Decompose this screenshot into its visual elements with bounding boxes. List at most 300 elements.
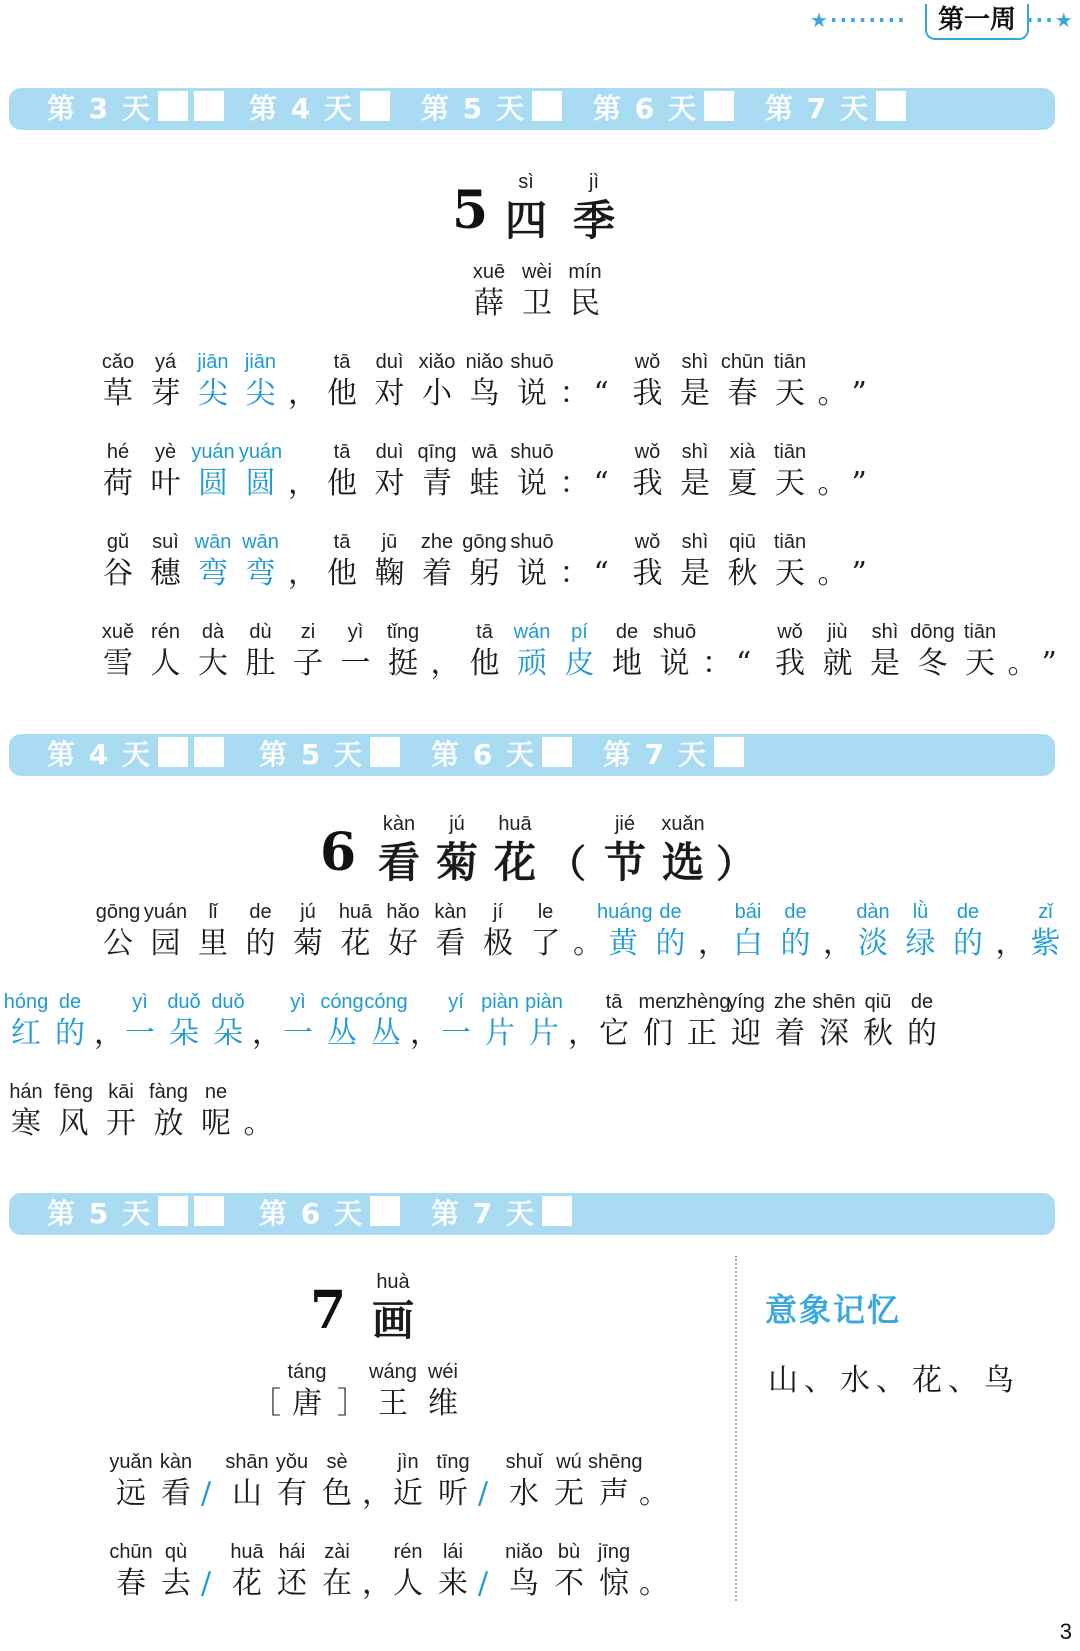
hanzi: 我 bbox=[632, 466, 663, 501]
pinyin: cóng bbox=[364, 991, 408, 1013]
pinyin: xià bbox=[729, 441, 756, 463]
week-tag bbox=[925, 4, 1029, 40]
punctuation: （ bbox=[548, 841, 587, 886]
pinyin: wǒ bbox=[634, 441, 661, 463]
pinyin: qù bbox=[164, 1541, 188, 1563]
pinyin: pí bbox=[571, 621, 588, 643]
pinyin: dù bbox=[249, 621, 272, 643]
hanzi: 好 bbox=[388, 926, 418, 961]
checkbox[interactable] bbox=[532, 91, 562, 121]
pinyin: lǐ bbox=[208, 901, 218, 923]
pinyin: yuán bbox=[143, 901, 188, 923]
punctuation: 。 bbox=[639, 1476, 669, 1511]
ruby-char bbox=[235, 530, 287, 592]
pinyin: de bbox=[659, 901, 682, 923]
hanzi: 红 bbox=[11, 1016, 41, 1051]
hanzi: 尖 bbox=[245, 376, 276, 411]
ruby-char bbox=[235, 350, 287, 412]
hanzi: 说 bbox=[517, 466, 547, 501]
hanzi: 皮 bbox=[564, 646, 595, 681]
pinyin: sì bbox=[518, 171, 534, 193]
ruby-char bbox=[282, 900, 334, 962]
punctuation: ， bbox=[362, 1476, 392, 1511]
hanzi: 是 bbox=[680, 556, 710, 591]
punctuation: ， bbox=[362, 1566, 392, 1601]
ruby-char bbox=[316, 440, 368, 502]
pinyin: wèi bbox=[521, 261, 552, 283]
hanzi: 肚 bbox=[245, 646, 276, 681]
hanzi: 呢 bbox=[201, 1106, 231, 1141]
hanzi: 的 bbox=[655, 926, 686, 961]
hanzi: 来 bbox=[438, 1566, 468, 1601]
hanzi: 一 bbox=[340, 646, 371, 681]
checkbox[interactable] bbox=[542, 737, 572, 767]
pinyin: de bbox=[784, 901, 807, 923]
pinyin: duǒ bbox=[167, 991, 201, 1013]
hanzi: 公 bbox=[103, 926, 133, 961]
pinyin: dà bbox=[201, 621, 225, 643]
ruby-char bbox=[367, 1360, 419, 1422]
pinyin: wéi bbox=[427, 1361, 458, 1383]
pinyin: yí bbox=[448, 991, 464, 1013]
pinyin: huā bbox=[338, 901, 373, 923]
checkbox[interactable] bbox=[158, 737, 188, 767]
pinyin: xuě bbox=[101, 621, 135, 643]
hanzi: 顽 bbox=[517, 646, 547, 681]
ruby-char bbox=[459, 440, 511, 502]
hanzi: 不 bbox=[554, 1566, 584, 1601]
pinyin: yè bbox=[154, 441, 177, 463]
ruby-char bbox=[764, 350, 816, 412]
punctuation: / bbox=[201, 1566, 212, 1601]
ruby-char bbox=[717, 440, 769, 502]
ruby-char bbox=[717, 350, 769, 412]
ruby-char bbox=[518, 990, 570, 1052]
punctuation: ） bbox=[716, 841, 755, 886]
punctuation: “ bbox=[593, 556, 609, 591]
hanzi: 们 bbox=[643, 1016, 673, 1051]
ruby-char bbox=[954, 620, 1006, 682]
checkbox[interactable] bbox=[542, 1196, 572, 1226]
punctuation: 。 bbox=[817, 556, 848, 591]
day-label: 第 4 天 bbox=[249, 92, 354, 125]
memory-text: 山、水、花、鸟 bbox=[768, 1363, 1020, 1398]
pinyin: jīng bbox=[597, 1541, 631, 1563]
pinyin: duì bbox=[375, 351, 404, 373]
hanzi: 丛 bbox=[327, 1016, 357, 1051]
day-checkbox-group[interactable] bbox=[47, 1196, 224, 1232]
punctuation: ： bbox=[702, 646, 732, 681]
hanzi: 天 bbox=[965, 646, 995, 681]
hanzi: 他 bbox=[327, 466, 357, 501]
ruby-char bbox=[95, 1080, 147, 1142]
punctuation: / bbox=[478, 1566, 489, 1601]
pinyin: duì bbox=[375, 441, 404, 463]
pinyin: kàn bbox=[434, 901, 467, 923]
hanzi: 他 bbox=[469, 646, 500, 681]
punctuation: ， bbox=[568, 1016, 598, 1051]
pinyin: de bbox=[58, 991, 82, 1013]
pinyin: xuǎn bbox=[661, 813, 705, 835]
checkbox[interactable] bbox=[194, 1196, 224, 1226]
pinyin: wǒ bbox=[777, 621, 803, 643]
checkbox[interactable] bbox=[714, 737, 744, 767]
ruby-char bbox=[44, 990, 96, 1052]
checkbox[interactable] bbox=[876, 91, 906, 121]
punctuation: ， bbox=[252, 1016, 282, 1051]
day-label: 第 7 天 bbox=[765, 92, 870, 125]
pinyin: chūn bbox=[109, 1541, 153, 1563]
punctuation: ， bbox=[94, 1016, 124, 1051]
ruby-char bbox=[364, 440, 416, 502]
hanzi: 在 bbox=[322, 1566, 352, 1601]
hanzi: 秋 bbox=[727, 556, 758, 591]
day-checkbox-group[interactable] bbox=[249, 91, 390, 127]
pinyin: tā bbox=[605, 991, 623, 1013]
day-checkbox-group[interactable] bbox=[259, 737, 400, 773]
hanzi: 一 bbox=[441, 1016, 471, 1051]
hanzi: 绿 bbox=[905, 926, 936, 961]
hanzi: 我 bbox=[632, 556, 663, 591]
pinyin: yǒu bbox=[275, 1451, 309, 1473]
pinyin: bái bbox=[734, 901, 762, 923]
ruby-char bbox=[311, 1450, 363, 1512]
hanzi: 民 bbox=[570, 286, 600, 321]
punctuation: 。 bbox=[817, 376, 848, 411]
ruby-char bbox=[190, 1080, 242, 1142]
day-checkbox-group[interactable] bbox=[431, 737, 572, 773]
hanzi: 看 bbox=[377, 838, 420, 887]
hanzi: 了 bbox=[530, 926, 561, 961]
punctuation: ： bbox=[559, 466, 590, 501]
pinyin: yuán bbox=[238, 441, 283, 463]
hanzi: 里 bbox=[198, 926, 228, 961]
punctuation: ， bbox=[995, 926, 1026, 961]
ruby-char bbox=[368, 812, 430, 888]
hanzi: 紫 bbox=[1030, 926, 1061, 961]
hanzi: 花 bbox=[232, 1566, 262, 1601]
checkbox[interactable] bbox=[158, 1196, 188, 1226]
day-checkbox-group[interactable] bbox=[47, 91, 224, 127]
ruby-char bbox=[187, 900, 239, 962]
hanzi: 我 bbox=[775, 646, 805, 681]
pinyin: de bbox=[910, 991, 934, 1013]
ruby-char bbox=[770, 900, 822, 962]
ruby-char bbox=[472, 900, 524, 962]
pinyin: ne bbox=[204, 1081, 228, 1103]
pinyin: wā bbox=[471, 441, 498, 463]
ruby-char bbox=[847, 900, 899, 962]
pinyin: kàn bbox=[159, 1451, 193, 1473]
punctuation: ， bbox=[288, 376, 318, 411]
punctuation: 。 bbox=[573, 926, 603, 961]
hanzi: 无 bbox=[554, 1476, 584, 1511]
page-header bbox=[0, 0, 1080, 60]
ruby-char bbox=[563, 170, 625, 246]
hanzi: 寒 bbox=[11, 1106, 41, 1141]
hanzi: 弯 bbox=[245, 556, 276, 591]
checkbox[interactable] bbox=[370, 737, 400, 767]
punctuation: ， bbox=[288, 466, 318, 501]
ruby-char bbox=[764, 620, 816, 682]
ruby-char bbox=[187, 440, 239, 502]
ruby-char bbox=[92, 440, 144, 502]
pinyin: duǒ bbox=[211, 991, 245, 1013]
punctuation: 。 bbox=[639, 1566, 669, 1601]
hanzi: 的 bbox=[907, 1016, 937, 1051]
hanzi: 看 bbox=[435, 926, 466, 961]
pinyin: gōng bbox=[462, 531, 507, 553]
checkbox[interactable] bbox=[370, 1196, 400, 1226]
day-bar-3 bbox=[9, 1193, 1055, 1235]
pinyin: huáng bbox=[597, 901, 653, 923]
pinyin: rén bbox=[393, 1541, 423, 1563]
hanzi: 花 bbox=[340, 926, 371, 961]
hanzi: 卫 bbox=[522, 286, 552, 321]
hanzi: 选 bbox=[661, 838, 704, 887]
day-checkbox-group[interactable] bbox=[47, 737, 224, 773]
checkbox[interactable] bbox=[194, 91, 224, 121]
ruby-char bbox=[622, 350, 674, 412]
hanzi: 是 bbox=[870, 646, 900, 681]
hanzi: 的 bbox=[55, 1016, 85, 1051]
pinyin: wú bbox=[556, 1451, 582, 1473]
ruby-char bbox=[597, 900, 653, 962]
ruby-char bbox=[411, 530, 463, 592]
pinyin: kàn bbox=[382, 813, 416, 835]
hanzi: 放 bbox=[153, 1106, 184, 1141]
punctuation: “ bbox=[593, 466, 609, 501]
punctuation: ” bbox=[851, 466, 867, 501]
hanzi: 菊 bbox=[435, 838, 478, 887]
day-checkbox-group[interactable] bbox=[603, 737, 744, 773]
page-number: 3 bbox=[1059, 1619, 1072, 1644]
hanzi: 春 bbox=[727, 376, 758, 411]
ruby-char bbox=[364, 530, 416, 592]
day-checkbox-group[interactable] bbox=[259, 1196, 400, 1232]
checkbox[interactable] bbox=[194, 737, 224, 767]
ruby-char bbox=[92, 620, 144, 682]
day-checkbox-group[interactable] bbox=[431, 1196, 572, 1232]
pinyin: shì bbox=[681, 351, 709, 373]
ruby-char bbox=[722, 900, 774, 962]
hanzi: 弯 bbox=[198, 556, 228, 591]
hanzi: 远 bbox=[116, 1476, 146, 1511]
hanzi: 薛 bbox=[474, 286, 504, 321]
ruby-char bbox=[554, 620, 606, 682]
ruby-char bbox=[559, 260, 611, 322]
hanzi: 我 bbox=[632, 376, 663, 411]
pinyin: de bbox=[615, 621, 639, 643]
pinyin: piàn bbox=[481, 991, 519, 1013]
ruby-char bbox=[459, 530, 511, 592]
ruby-char bbox=[411, 440, 463, 502]
pinyin: tiān bbox=[773, 531, 807, 553]
ruby-char bbox=[140, 900, 192, 962]
ruby-char bbox=[764, 530, 816, 592]
hanzi: 天 bbox=[775, 376, 805, 411]
pinyin: de bbox=[956, 901, 980, 923]
pinyin: qīng bbox=[417, 441, 457, 463]
hanzi: 看 bbox=[161, 1476, 191, 1511]
hanzi: 它 bbox=[599, 1016, 629, 1051]
hanzi: 一 bbox=[283, 1016, 313, 1051]
pinyin: qiū bbox=[729, 531, 756, 553]
checkbox[interactable] bbox=[360, 91, 390, 121]
ruby-char bbox=[187, 350, 239, 412]
hanzi: 听 bbox=[438, 1476, 468, 1511]
hanzi: 朵 bbox=[169, 1016, 199, 1051]
day-label: 第 5 天 bbox=[259, 738, 364, 771]
pinyin: shuǐ bbox=[505, 1451, 543, 1473]
hanzi: 说 bbox=[517, 556, 547, 591]
checkbox[interactable] bbox=[158, 91, 188, 121]
checkbox[interactable] bbox=[704, 91, 734, 121]
ruby-char bbox=[506, 530, 558, 592]
hanzi: 地 bbox=[612, 646, 642, 681]
hanzi: 片 bbox=[529, 1016, 559, 1051]
pinyin: zǐ bbox=[1038, 901, 1053, 923]
pinyin: wān bbox=[194, 531, 232, 553]
week-label: 第一周 bbox=[937, 5, 1016, 35]
ruby-char bbox=[426, 812, 488, 888]
punctuation: ” bbox=[851, 376, 867, 411]
hanzi: 谷 bbox=[103, 556, 133, 591]
ruby-char bbox=[140, 620, 192, 682]
hanzi: 青 bbox=[422, 466, 452, 501]
ruby-char bbox=[669, 440, 721, 502]
hanzi: 秋 bbox=[863, 1016, 893, 1051]
hanzi: 深 bbox=[819, 1016, 849, 1051]
hanzi: 圆 bbox=[198, 466, 228, 501]
day-label: 第 6 天 bbox=[593, 92, 698, 125]
hanzi: 大 bbox=[198, 646, 228, 681]
ruby-char bbox=[235, 900, 287, 962]
pinyin: xiǎo bbox=[418, 351, 456, 373]
ruby-char bbox=[942, 900, 994, 962]
ruby-char bbox=[202, 990, 254, 1052]
ruby-char bbox=[669, 350, 721, 412]
pinyin: jìn bbox=[397, 1451, 419, 1473]
pinyin: huā bbox=[498, 813, 532, 835]
punctuation: ” bbox=[851, 556, 867, 591]
hanzi: 朵 bbox=[213, 1016, 243, 1051]
punctuation: ： bbox=[559, 556, 590, 591]
pinyin: le bbox=[537, 901, 554, 923]
pinyin: niǎo bbox=[505, 1541, 543, 1563]
hanzi: 冬 bbox=[917, 646, 948, 681]
pinyin: jiù bbox=[827, 621, 848, 643]
ruby-char bbox=[427, 1450, 479, 1512]
pinyin: sè bbox=[326, 1451, 348, 1473]
hanzi: 着 bbox=[775, 1016, 805, 1051]
pinyin: wán bbox=[513, 621, 551, 643]
ruby-char bbox=[645, 900, 697, 962]
pinyin: tīng bbox=[436, 1451, 470, 1473]
pinyin: de bbox=[249, 901, 272, 923]
pinyin: hán bbox=[9, 1081, 43, 1103]
ruby-char bbox=[896, 990, 948, 1052]
day-bar-1 bbox=[9, 88, 1055, 130]
day-checkbox-group[interactable] bbox=[593, 91, 734, 127]
pinyin: jiān bbox=[197, 351, 229, 373]
ruby-char bbox=[907, 620, 959, 682]
hanzi: 鸟 bbox=[509, 1566, 539, 1601]
pinyin: hóng bbox=[3, 991, 49, 1013]
ruby-char bbox=[150, 1540, 202, 1602]
pinyin: yíng bbox=[727, 991, 765, 1013]
ruby-char bbox=[601, 620, 653, 682]
pinyin: yì bbox=[132, 991, 148, 1013]
ruby-char bbox=[187, 530, 239, 592]
lesson-number: 6 bbox=[320, 822, 357, 883]
ruby-char bbox=[235, 440, 287, 502]
hanzi: 雪 bbox=[103, 646, 133, 681]
ruby-char bbox=[622, 440, 674, 502]
hanzi: 穗 bbox=[150, 556, 181, 591]
pinyin: yì bbox=[347, 621, 364, 643]
hanzi: 风 bbox=[58, 1106, 89, 1141]
pinyin: gōng bbox=[95, 901, 141, 923]
day-label: 第 3 天 bbox=[47, 92, 152, 125]
ruby-char bbox=[362, 1270, 424, 1346]
day-checkbox-group[interactable] bbox=[421, 91, 562, 127]
pinyin: dōng bbox=[910, 621, 955, 643]
pinyin: hǎo bbox=[386, 901, 420, 923]
pinyin: hái bbox=[278, 1541, 306, 1563]
day-checkbox-group[interactable] bbox=[765, 91, 906, 127]
ruby-char bbox=[459, 350, 511, 412]
hanzi: 说 bbox=[517, 376, 547, 411]
punctuation: ， bbox=[430, 646, 461, 681]
pinyin: shì bbox=[871, 621, 899, 643]
hanzi: 季 bbox=[572, 196, 615, 245]
pinyin: shuō bbox=[510, 441, 554, 463]
hanzi: 子 bbox=[293, 646, 323, 681]
ruby-char bbox=[895, 900, 947, 962]
hanzi: 人 bbox=[393, 1566, 423, 1601]
ruby-char bbox=[717, 530, 769, 592]
pinyin: shān bbox=[225, 1451, 269, 1473]
day-label: 第 4 天 bbox=[47, 738, 152, 771]
day-label: 第 6 天 bbox=[431, 738, 536, 771]
pinyin: mín bbox=[568, 261, 602, 283]
ruby-char bbox=[484, 812, 546, 888]
day-label: 第 6 天 bbox=[259, 1197, 364, 1230]
punctuation: ， bbox=[823, 926, 853, 961]
hanzi: 水 bbox=[509, 1476, 539, 1511]
pinyin: chūn bbox=[720, 351, 765, 373]
pinyin: zhe bbox=[773, 991, 807, 1013]
pinyin: jiān bbox=[244, 351, 277, 373]
ruby-char bbox=[48, 1080, 100, 1142]
pinyin: jú bbox=[449, 813, 465, 835]
pinyin: huà bbox=[376, 1271, 410, 1293]
hanzi: 节 bbox=[603, 838, 646, 887]
hanzi: 挺 bbox=[388, 646, 418, 681]
pinyin: wáng bbox=[369, 1361, 417, 1383]
pinyin: hé bbox=[106, 441, 130, 463]
hanzi: 片 bbox=[485, 1016, 515, 1051]
punctuation: ” bbox=[1041, 646, 1057, 681]
punctuation: ： bbox=[559, 376, 590, 411]
pinyin: lǜ bbox=[912, 901, 929, 923]
pinyin: tā bbox=[333, 531, 351, 553]
hanzi: 维 bbox=[428, 1386, 458, 1421]
ruby-char bbox=[506, 350, 558, 412]
pinyin: wǒ bbox=[634, 351, 661, 373]
pinyin: xuē bbox=[472, 261, 506, 283]
